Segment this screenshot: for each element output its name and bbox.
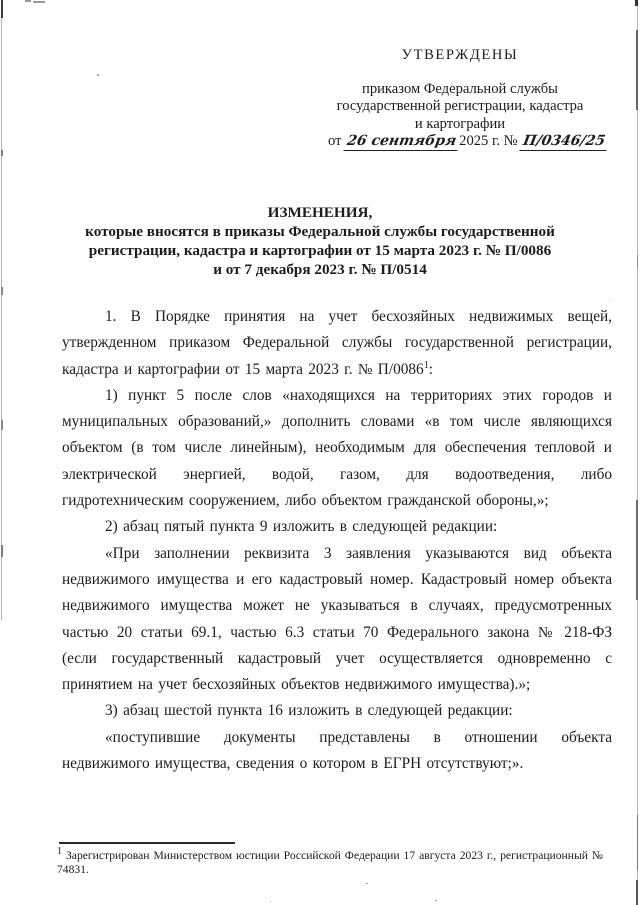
approved-stamp-word: УТВЕРЖДЕНЫ [401, 47, 519, 63]
date-prefix: от [328, 133, 342, 150]
scan-top-dash [25, 0, 31, 2]
footnote-block [57, 842, 603, 877]
scan-edge-right-dash [636, 500, 638, 600]
handwritten-date: 26 сентября [344, 133, 461, 151]
title-line-2: которые вносятся в приказы Федеральной службы государственной [85, 223, 555, 240]
paragraph-3: 2) абзац пятый пункта 9 изложить в следующей редакции: [105, 518, 498, 536]
scan-edge-left-dark [1, 0, 3, 18]
handwritten-order-number: П/0346/25 [520, 133, 610, 151]
paragraph-1-text: 1. В Порядке принятия на учет бесхозяйных недвижимых вещей, утвержденном приказом Федеральной службы государственной регистрации, кадастра и картографии от 15 марта 2023 г. № П/0086 [62, 308, 612, 378]
scan-speck [97, 74, 99, 76]
paragraph-2: 1) пункт 5 после слов «находящихся на территориях этих городов и муниципальных образований,» дополнить словами «в том числе являющихся объектом (в том числе линейным), необходимым для обеспечения тепловой и электрической энергией, водой, газом, для водоотведения, либо гидротехническим сооружением, либо объектом гражданской обороны,»; [62, 386, 612, 510]
footnote-reference-mark: 1 [423, 359, 429, 371]
scan-edge-right-dash [637, 255, 638, 267]
approved-line-agency: государственной регистрации, кадастра [336, 98, 584, 115]
date-suffix: 2025 г. № [459, 133, 518, 150]
approved-line-agency2: и картографии [414, 115, 506, 132]
paragraph-6: «поступившие документы представлены в отношении объекта недвижимого имущества, сведения о котором в ЕГРН отсутствуют;». [62, 728, 612, 773]
document-title [0, 203, 640, 279]
scan-speck [366, 883, 368, 884]
footnote-text: Зарегистрирован Министерством юстиции Российской Федерации 17 августа 2023 г., регистрационный № 74831. [57, 849, 603, 876]
scan-edge-right-dash [636, 880, 638, 905]
footnote-number: 1 [57, 846, 62, 858]
scan-edge-right-dark [635, 0, 638, 6]
scan-top-dash [33, 1, 45, 3]
document-body [62, 304, 612, 777]
scan-edge-right-line [637, 0, 638, 905]
scan-speck [610, 300, 611, 301]
scan-edge-right-dash [637, 815, 638, 870]
footnote-separator-rule [59, 842, 235, 844]
title-line-4: и от 7 декабря 2023 г. № П/0514 [213, 261, 427, 278]
scan-edge-left-line [1, 18, 2, 620]
scan-edge-right-dash [636, 30, 638, 110]
approved-block [328, 47, 607, 152]
scan-edge-left-dash [1, 420, 3, 430]
paragraph-1 [62, 304, 612, 383]
approved-date-line [328, 133, 607, 151]
scan-edge-left-dash [1, 545, 3, 557]
footnote-text-line [57, 846, 603, 877]
title-line-1: ИЗМЕНЕНИЯ, [267, 204, 373, 221]
approved-line-issuer: приказом Федеральной службы [362, 81, 558, 98]
paragraph-1-tail: : [428, 360, 433, 378]
scan-speck [435, 900, 437, 901]
scan-edge-left-dash [1, 150, 3, 156]
title-line-3: регистрации, кадастра и картографии от 15 марта 2023 г. № П/0086 [88, 242, 552, 259]
scan-edge-left-dash [1, 287, 3, 295]
paragraph-5: 3) абзац шестой пункта 16 изложить в следующей редакции: [105, 702, 513, 720]
scan-speck [270, 901, 271, 902]
paragraph-4: «При заполнении реквизита 3 заявления указываются вид объекта недвижимого имущества и его кадастровый номер. Кадастровый номер объекта недвижимого имущества может не указываться в случаях, предусмотренных частью 20 статьи 69.1, частью 6.3 статьи 70 Федерального закона № 218-ФЗ (если государственный кадастровый учет осуществляется одновременно с принятием на учет бесхозяйных объектов недвижимого имущества).»; [62, 544, 612, 694]
